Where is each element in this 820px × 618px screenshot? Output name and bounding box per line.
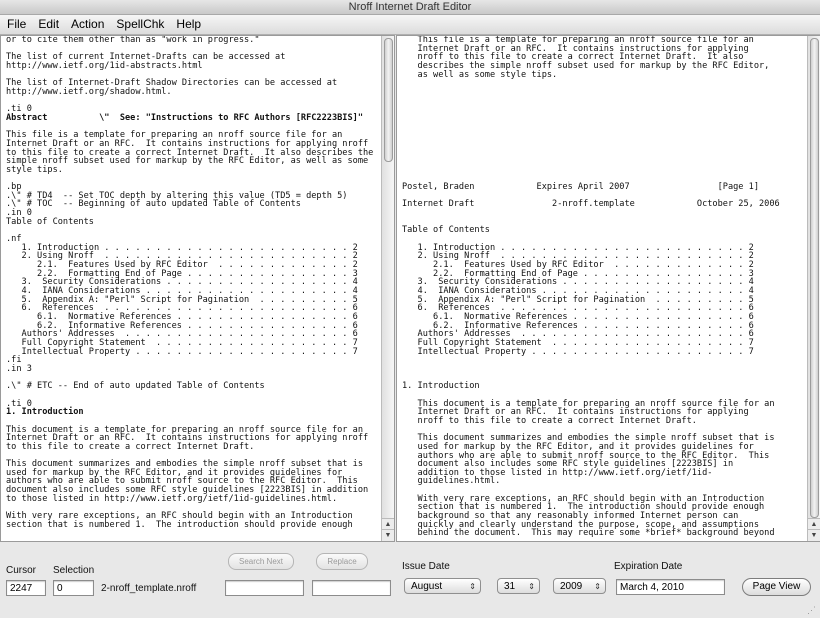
preview-line: Internet Draft or an RFC. It contains instructions for applying: [402, 407, 749, 418]
scroll-down-icon[interactable]: ▼: [808, 529, 820, 541]
year-value: 2009: [560, 581, 583, 592]
year-select[interactable]: [553, 578, 606, 594]
source-line: authors who are able to submit nroff source to the RFC Editor. This: [6, 476, 358, 487]
source-line: .in 3: [6, 363, 32, 374]
preview-line: Full Copyright Statement . . . . . . . . . . . . . . . . . . . 7: [402, 337, 754, 348]
source-line: simple nroff subset used for markup by the RFC Editor, as well as some: [6, 156, 369, 167]
resize-grip-icon[interactable]: ⋰: [807, 605, 816, 615]
month-value: August: [411, 581, 443, 592]
scroll-up-icon[interactable]: ▲: [808, 518, 820, 530]
preview-line: nroff to this file to create a correct Internet Draft. It also: [402, 52, 744, 63]
preview-line: Intellectual Property . . . . . . . . . . . . . . . . . . . . . 7: [402, 346, 754, 357]
menu-help[interactable]: Help: [176, 17, 202, 31]
cursor-label: Cursor: [6, 565, 37, 576]
preview-line: 6.2. Informative References . . . . . . . . . . . . . . . . 6: [402, 320, 754, 331]
source-line: style tips.: [6, 164, 63, 175]
preview-line: 1. Introduction . . . . . . . . . . . . . . . . . . . . . . . . 2: [402, 242, 754, 253]
source-line: Internet Draft or an RFC. It contains instructions for applying nroff: [6, 433, 369, 444]
source-line: The list of current Internet-Drafts can be accessed at: [6, 52, 286, 63]
updown-chevron-icon: ⇕: [469, 582, 476, 591]
preview-text: [402, 36, 780, 538]
source-line: used for markup by the RFC Editor, and it provides guidelines for: [6, 467, 343, 478]
source-line: This document is a template for preparing an nroff source file for an: [6, 424, 363, 435]
updown-chevron-icon: ⇕: [528, 582, 535, 591]
preview-line: nroff to this file to create a correct Internet Draft.: [402, 415, 697, 426]
source-line: .\" # TD4 -- Set TOC depth by altering this value (TD5 = depth 5): [6, 190, 348, 201]
preview-line: 6. References . . . . . . . . . . . . . . . . . . . . . . . . 6: [402, 303, 754, 314]
source-line: This file is a template for preparing an nroff source file for an: [6, 130, 343, 141]
source-line: .\" # TOC -- Beginning of auto updated Table of Contents: [6, 199, 301, 210]
preview-line: 2.1. Features Used by RFC Editor . . . . . . . . . . . . . 2: [402, 260, 754, 271]
search-next-button[interactable]: Search Next: [228, 553, 294, 570]
source-line: 2.2. Formatting End of Page . . . . . . . . . . . . . . . . 3: [6, 268, 358, 279]
selection-label: Selection: [53, 565, 95, 576]
source-line: section that is numbered 1. The introduction should provide enough: [6, 519, 353, 530]
preview-line: This document summarizes and embodies the simple nroff subset that is: [402, 433, 775, 444]
preview-line: document also includes some RFC style guidelines [2223BIS] in: [402, 459, 734, 470]
menu-bar: [0, 15, 820, 35]
source-line: This document summarizes and embodies the simple nroff subset that is: [6, 459, 363, 470]
source-line: Internet Draft or an RFC. It contains instructions for applying nroff: [6, 138, 369, 149]
scroll-up-icon[interactable]: ▲: [382, 518, 394, 530]
preview-line: 1. Introduction: [402, 381, 480, 392]
preview-line: With very rare exceptions, an RFC should begin with an Introduction: [402, 493, 765, 504]
source-line: .ti 0: [6, 398, 32, 409]
page-view-button[interactable]: Page View: [742, 578, 811, 596]
preview-line: 2.2. Formatting End of Page . . . . . . . . . . . . . . . . 3: [402, 268, 754, 279]
source-line: With very rare exceptions, an RFC should begin with an Introduction: [6, 511, 353, 522]
preview-line: 5. Appendix A: "Perl" Script for Pagination . . . . . . . . . 5: [402, 294, 754, 305]
source-line: .\" # ETC -- End of auto updated Table of Contents: [6, 381, 265, 392]
menu-file[interactable]: File: [7, 17, 27, 31]
preview-line: addition to those listed in http://www.ietf.org/ietf/1id-: [402, 467, 713, 478]
preview-line: background so that any reasonably informed Internet person can: [402, 511, 739, 522]
preview-line: quickly and clearly understand the purpose, scope, and assumptions: [402, 519, 759, 530]
source-line: Abstract \" See: "Instructions to RFC Authors [RFC2223BIS]": [6, 112, 363, 123]
preview-line: describes the simple nroff subset used for markup by the RFC Editor,: [402, 60, 770, 71]
status-toolbar: [0, 541, 820, 618]
source-line: 2.1. Features Used by RFC Editor . . . . . . . . . . . . . 2: [6, 260, 358, 271]
day-value: 31: [504, 581, 516, 592]
source-line: to those listed in http://www.ietf.org/ietf/1id-guidelines.html.: [6, 493, 338, 504]
source-line: The list of Internet-Draft Shadow Directories can be accessed at: [6, 78, 338, 89]
source-line: document also includes some RFC style guidelines [2223BIS] in addition: [6, 485, 369, 496]
updown-chevron-icon: ⇕: [594, 582, 601, 591]
source-line: to this file to create a correct Internet Draft. It also describes the: [6, 147, 374, 158]
preview-line: 3. Security Considerations . . . . . . . . . . . . . . . . . . 4: [402, 277, 754, 288]
preview-line: authors who are able to submit nroff source to the RFC Editor. This: [402, 450, 770, 461]
source-line: or to cite them other than as "work in progress.": [6, 35, 260, 45]
source-line: Authors' Addresses . . . . . . . . . . . . . . . . . . . . . . 6: [6, 329, 358, 340]
source-line: Intellectual Property . . . . . . . . . . . . . . . . . . . . . 7: [6, 346, 358, 357]
source-line: 1. Introduction . . . . . . . . . . . . . . . . . . . . . . . . 2: [6, 242, 358, 253]
filename-label: 2-nroff_template.nroff: [101, 583, 197, 594]
source-line: 6.1. Normative References . . . . . . . . . . . . . . . . . 6: [6, 312, 358, 322]
source-line: .ti 0: [6, 104, 32, 115]
source-line: to this file to create a correct Internet Draft.: [6, 441, 255, 452]
preview-line: section that is numbered 1. The introduction should provide enough: [402, 502, 765, 513]
preview-line: used for markup by the RFC Editor, and it provides guidelines for: [402, 441, 754, 452]
cursor-field[interactable]: 2247: [6, 580, 46, 596]
menu-spellchk[interactable]: SpellChk: [116, 17, 165, 31]
source-line: .bp: [6, 182, 22, 193]
source-line: 3. Security Considerations . . . . . . . . . . . . . . . . . . 4: [6, 277, 358, 288]
replace-button[interactable]: Replace: [316, 553, 368, 570]
source-line: 1. Introduction: [6, 407, 84, 418]
expiration-date-field[interactable]: March 4, 2010: [616, 579, 725, 595]
preview-line: This document is a template for preparing an nroff source file for an: [402, 398, 775, 409]
preview-line: 6.1. Normative References . . . . . . . . . . . . . . . . . 6: [402, 312, 754, 322]
source-line: http://www.ietf.org/1id-abstracts.html: [6, 60, 203, 71]
menu-action[interactable]: Action: [71, 17, 105, 31]
expiration-date-label: Expiration Date: [614, 561, 683, 572]
preview-scroll-thumb[interactable]: [810, 38, 819, 518]
preview-scrollbar[interactable]: [807, 36, 820, 541]
selection-field[interactable]: 0: [53, 580, 94, 596]
scroll-down-icon[interactable]: ▼: [382, 529, 394, 541]
month-select[interactable]: [404, 578, 481, 594]
source-line: 6.2. Informative References . . . . . . . . . . . . . . . . 6: [6, 320, 358, 331]
source-line: Full Copyright Statement . . . . . . . . . . . . . . . . . . . 7: [6, 337, 358, 348]
source-line: http://www.ietf.org/shadow.html.: [6, 86, 172, 97]
preview-line: Authors' Addresses . . . . . . . . . . . . . . . . . . . . . . 6: [402, 329, 754, 340]
source-line: 4. IANA Considerations . . . . . . . . . . . . . . . . . . . . 4: [6, 286, 358, 297]
search-input[interactable]: [225, 580, 304, 596]
source-line: Table of Contents: [6, 216, 94, 227]
preview-pane[interactable]: [396, 35, 820, 542]
preview-line: guidelines.html.: [402, 476, 501, 487]
preview-line: Table of Contents: [402, 225, 490, 236]
preview-line: 4. IANA Considerations . . . . . . . . . . . . . . . . . . . . 4: [402, 286, 754, 297]
preview-line: Postel, Braden Expires April 2007 [Page 1]: [402, 182, 759, 193]
preview-line: as well as some style tips.: [402, 69, 558, 80]
preview-line: behind the document. This may require some *brief* background beyond: [402, 528, 775, 539]
day-select[interactable]: [497, 578, 540, 594]
source-line: 6. References . . . . . . . . . . . . . . . . . . . . . . . . 6: [6, 303, 358, 314]
window-title: Nroff Internet Draft Editor: [0, 0, 820, 15]
source-scrollbar[interactable]: [381, 36, 394, 541]
preview-line: This file is a template for preparing an nroff source file for an: [402, 35, 754, 45]
source-text[interactable]: [6, 36, 373, 529]
source-editor[interactable]: [0, 35, 395, 542]
source-scroll-thumb[interactable]: [384, 38, 393, 162]
source-line: .nf: [6, 234, 22, 245]
menu-edit[interactable]: Edit: [38, 17, 60, 31]
preview-line: 2. Using Nroff . . . . . . . . . . . . . . . . . . . . . . . . 2: [402, 251, 754, 262]
source-line: .fi: [6, 355, 22, 366]
source-line: 2. Using Nroff . . . . . . . . . . . . . . . . . . . . . . . . 2: [6, 251, 358, 262]
source-line: .in 0: [6, 208, 32, 219]
preview-line: Internet Draft or an RFC. It contains instructions for applying: [402, 43, 749, 54]
issue-date-label: Issue Date: [402, 561, 450, 572]
preview-line: Internet Draft 2-nroff.template October 25, 2006: [402, 199, 780, 210]
replace-input[interactable]: [312, 580, 391, 596]
source-line: 5. Appendix A: "Perl" Script for Pagination . . . . . . . . . 5: [6, 294, 358, 305]
